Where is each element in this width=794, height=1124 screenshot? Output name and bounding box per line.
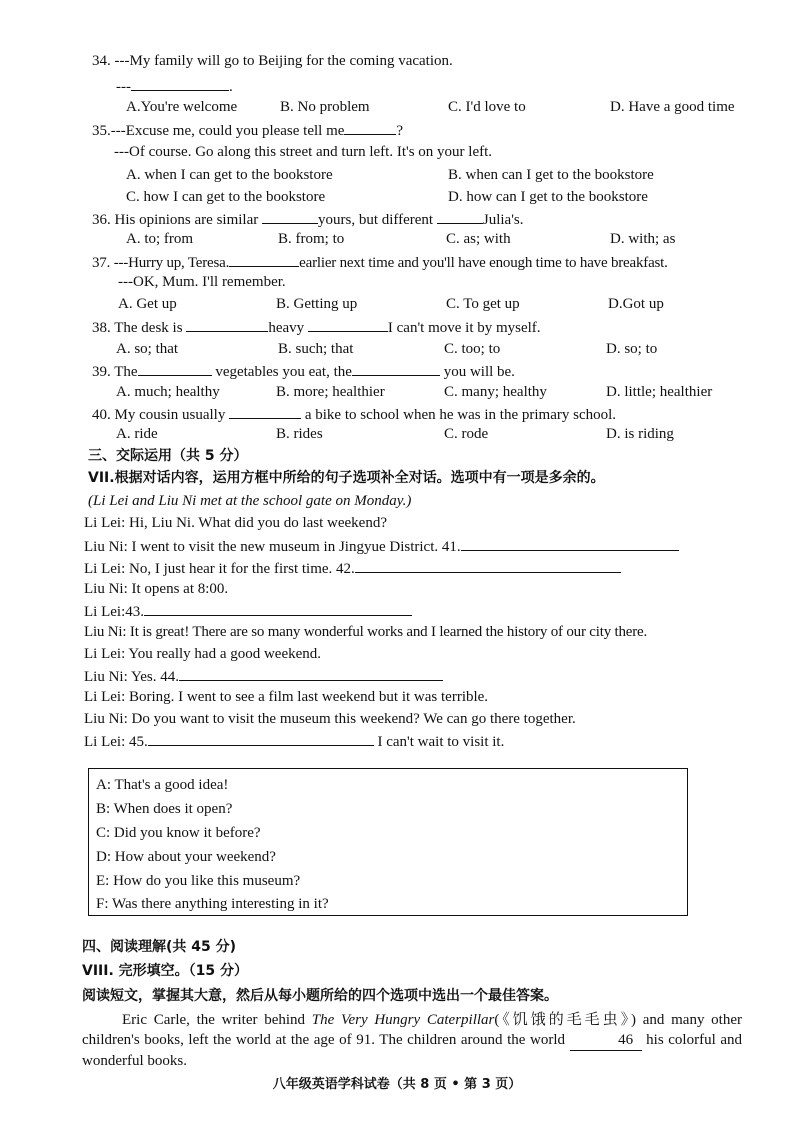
- q39-blank-1[interactable]: [138, 361, 212, 376]
- blank-46[interactable]: 46: [570, 1030, 642, 1051]
- q34-reply: [116, 76, 233, 96]
- q38-option-d[interactable]: D. so; to: [606, 341, 658, 357]
- book-title: The Very Hungry Caterpillar: [311, 1012, 495, 1028]
- q39-stem-b: vegetables you eat, the: [215, 364, 352, 380]
- q40-stem-a: 40. My cousin usually: [92, 407, 226, 423]
- dialogue-line-8-text: Liu Ni: Yes. 44.: [84, 669, 180, 685]
- dialogue-line-10: Liu Ni: Do you want to visit the museum this weekend? We can go there together.: [84, 711, 576, 727]
- q35-stem-a: 35.---Excuse me, could you please tell me: [92, 123, 345, 139]
- dialogue-line-2-text: Liu Ni: I went to visit the new museum in Jingyue District. 41.: [84, 539, 461, 555]
- q35-option-c[interactable]: C. how I can get to the bookstore: [126, 189, 326, 205]
- q36-blank-2[interactable]: [437, 209, 483, 224]
- q39-option-b[interactable]: B. more; healthier: [276, 384, 385, 400]
- q38-option-b[interactable]: B. such; that: [278, 341, 354, 357]
- section4-instruction: 阅读短文，掌握其大意，然后从每小题所给的四个选项中选出一个最佳答案。: [82, 988, 558, 1004]
- q37-option-d[interactable]: D.Got up: [608, 296, 664, 312]
- q36-stem: [92, 209, 523, 229]
- q35-line2: ---Of course. Go along this street and turn left. It's on your left.: [114, 144, 493, 160]
- blank-44[interactable]: [179, 666, 443, 681]
- q34-option-c[interactable]: C. I'd love to: [448, 99, 526, 115]
- section3-heading: 三、交际运用（共 5 分）: [88, 448, 248, 464]
- q34-reply-suffix: .: [229, 79, 233, 95]
- q38-stem-c: I can't move it by myself.: [387, 320, 541, 336]
- q36-option-d[interactable]: D. with; as: [610, 231, 676, 247]
- q37-option-c[interactable]: C. To get up: [446, 296, 520, 312]
- q40-option-a[interactable]: A. ride: [116, 426, 158, 442]
- q35-stem: [92, 120, 403, 140]
- q39-option-a[interactable]: A. much; healthy: [116, 384, 220, 400]
- q37-stem-b: earlier next time and you'll have enough time to have breakfast.: [299, 255, 668, 271]
- q39-option-c[interactable]: C. many; healthy: [444, 384, 547, 400]
- q40-option-b[interactable]: B. rides: [276, 426, 323, 442]
- q36-option-a[interactable]: A. to; from: [126, 231, 194, 247]
- q39-stem-a: 39. The: [92, 364, 138, 380]
- choice-c[interactable]: C: Did you know it before?: [96, 825, 261, 841]
- choice-d[interactable]: D: How about your weekend?: [96, 849, 276, 865]
- dialogue-line-11-a: Li Lei: 45.: [84, 734, 148, 750]
- dialogue-line-5-text: Li Lei:43.: [84, 604, 144, 620]
- q35-option-a[interactable]: A. when I can get to the bookstore: [126, 167, 333, 183]
- q39-stem: [92, 361, 515, 381]
- passage-text-3: his colorful and wonderful books.: [82, 1032, 742, 1069]
- q37-line2: ---OK, Mum. I'll remember.: [118, 274, 286, 290]
- passage-text-2: (《饥饿的毛毛虫》) and many other children's books, left the world at the age of 91. The children around the world: [82, 1012, 742, 1048]
- section4-sub: VIII. 完形填空。（15 分）: [82, 963, 249, 979]
- dialogue-line-9: Li Lei: Boring. I went to see a film last weekend but it was terrible.: [84, 689, 489, 705]
- q35-option-d[interactable]: D. how can I get to the bookstore: [448, 189, 648, 205]
- q36-blank-1[interactable]: [262, 209, 318, 224]
- choice-b[interactable]: B: When does it open?: [96, 801, 233, 817]
- q38-blank-2[interactable]: [308, 317, 388, 332]
- q40-option-c[interactable]: C. rode: [444, 426, 489, 442]
- blank-42[interactable]: [355, 558, 621, 573]
- passage-text-1: Eric Carle, the writer behind: [122, 1012, 312, 1028]
- section3-context: (Li Lei and Liu Ni met at the school gate on Monday.): [88, 493, 412, 509]
- q35-option-b[interactable]: B. when can I get to the bookstore: [448, 167, 654, 183]
- dialogue-line-7: Li Lei: You really had a good weekend.: [84, 646, 322, 662]
- dialogue-line-5: [84, 601, 412, 621]
- q40-blank[interactable]: [229, 404, 301, 419]
- blank-45[interactable]: [148, 731, 374, 746]
- q37-stem: [92, 252, 668, 272]
- q34-option-d[interactable]: D. Have a good time: [610, 99, 735, 115]
- q34-blank[interactable]: [131, 76, 229, 91]
- q39-stem-c: you will be.: [443, 364, 515, 380]
- q36-stem-c: Julia's.: [482, 212, 524, 228]
- section3-instruction: VII.根据对话内容，运用方框中所给的句子选项补全对话。选项中有一项是多余的。: [88, 470, 605, 486]
- dialogue-line-11-b: I can't wait to visit it.: [377, 734, 505, 750]
- q35-blank[interactable]: [344, 120, 396, 135]
- choice-a[interactable]: A: That's a good idea!: [96, 777, 229, 793]
- q40-option-d[interactable]: D. is riding: [606, 426, 674, 442]
- q38-blank-1[interactable]: [186, 317, 268, 332]
- q38-stem-b: heavy: [268, 320, 305, 336]
- q36-stem-b: yours, but different: [317, 212, 434, 228]
- q34-option-b[interactable]: B. No problem: [280, 99, 370, 115]
- section4-heading: 四、阅读理解(共 45 分): [82, 939, 237, 955]
- q39-option-d[interactable]: D. little; healthier: [606, 384, 713, 400]
- q36-option-c[interactable]: C. as; with: [446, 231, 511, 247]
- choice-f[interactable]: F: Was there anything interesting in it?: [96, 896, 329, 912]
- dialogue-line-3-text: Li Lei: No, I just hear it for the first time. 42.: [84, 561, 355, 577]
- dialogue-line-8: [84, 666, 443, 686]
- q39-blank-2[interactable]: [352, 361, 440, 376]
- q34-stem: 34. ---My family will go to Beijing for the coming vacation.: [92, 53, 453, 69]
- q34-option-a[interactable]: A.You're welcome: [126, 99, 238, 115]
- blank-43[interactable]: [144, 601, 412, 616]
- q38-option-c[interactable]: C. too; to: [444, 341, 501, 357]
- q37-option-b[interactable]: B. Getting up: [276, 296, 358, 312]
- dialogue-line-1: Li Lei: Hi, Liu Ni. What did you do last weekend?: [84, 515, 387, 531]
- q38-stem: [92, 317, 541, 337]
- q38-stem-a: 38. The desk is: [92, 320, 183, 336]
- page-footer: 八年级英语学科试卷（共 8 页 • 第 3 页）: [272, 1077, 522, 1092]
- blank-41[interactable]: [461, 536, 679, 551]
- dialogue-line-6: Liu Ni: It is great! There are so many wonderful works and I learned the history of our city there.: [84, 624, 648, 640]
- q37-stem-a: 37. ---Hurry up, Teresa.: [92, 255, 230, 271]
- dialogue-line-2: [84, 536, 679, 556]
- passage-paragraph: [82, 1010, 742, 1071]
- dialogue-line-11: [84, 731, 504, 751]
- q40-stem: [92, 404, 616, 424]
- choice-e[interactable]: E: How do you like this museum?: [96, 873, 301, 889]
- dialogue-line-4: Liu Ni: It opens at 8:00.: [84, 581, 229, 597]
- q35-stem-b: ?: [396, 123, 404, 139]
- q36-stem-a: 36. His opinions are similar: [92, 212, 259, 228]
- q37-option-a[interactable]: A. Get up: [118, 296, 177, 312]
- q38-option-a[interactable]: A. so; that: [116, 341, 179, 357]
- dialogue-line-3: [84, 558, 621, 578]
- q36-option-b[interactable]: B. from; to: [278, 231, 345, 247]
- q34-reply-prefix: ---: [116, 79, 131, 95]
- q40-stem-b: a bike to school when he was in the primary school.: [304, 407, 617, 423]
- q37-blank[interactable]: [229, 252, 299, 267]
